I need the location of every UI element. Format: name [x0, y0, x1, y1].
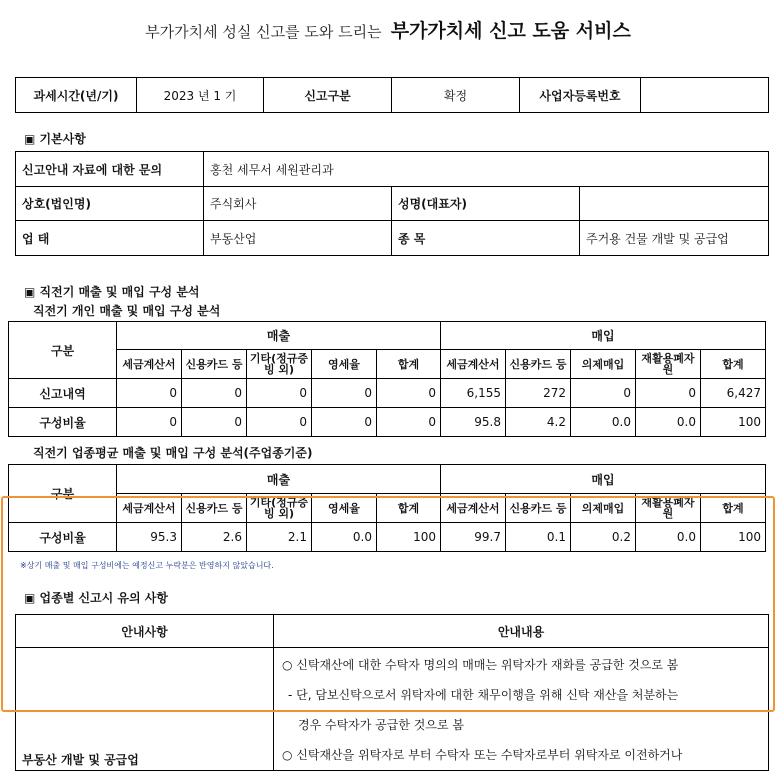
- cell-value: 0: [247, 379, 312, 408]
- purchase-col-recycled: 재활용폐자원: [636, 350, 701, 379]
- type-label: 신고구분: [264, 78, 392, 113]
- row-label: 구성비율: [9, 408, 117, 437]
- cell-value: 0.0: [636, 523, 701, 552]
- cell-value: 272: [506, 379, 571, 408]
- row-label: 구성비율: [9, 523, 117, 552]
- cell-value: 2.1: [247, 523, 312, 552]
- cell-value: 0: [117, 408, 182, 437]
- industry-analysis-table: [8, 464, 766, 552]
- summary-table: [15, 77, 769, 113]
- inquiry-value: 홍천 세무서 세원관리과: [204, 152, 769, 187]
- item-label: 종 목: [392, 221, 580, 256]
- cell-value: 0.0: [636, 408, 701, 437]
- cell-value: 0: [636, 379, 701, 408]
- group-header: 구분: [9, 465, 117, 523]
- period-value: 2023 년 1 기: [137, 78, 264, 113]
- cell-value: 0.0: [312, 523, 377, 552]
- sales-header: 매출: [117, 322, 441, 350]
- caution-heading: ▣ 업종별 신고시 유의 사항: [24, 591, 168, 605]
- rep-value: [580, 187, 769, 221]
- cell-value: 0: [571, 379, 636, 408]
- cell-value: 95.3: [117, 523, 182, 552]
- analysis-heading: ▣ 직전기 매출 및 매입 구성 분석: [24, 285, 200, 299]
- cell-value: 99.7: [441, 523, 506, 552]
- company-value: 주식회사: [204, 187, 392, 221]
- cell-value: 95.8: [441, 408, 506, 437]
- inquiry-label: 신고안내 자료에 대한 문의: [16, 152, 204, 187]
- caution-line: ○ 신탁재산에 대한 수탁자 명의의 매매는 위탁자가 재화를 공급한 것으로 봄: [282, 658, 679, 672]
- table-row: [9, 379, 766, 408]
- item-value: 주거용 건물 개발 및 공급업: [580, 221, 769, 256]
- cell-value: 0: [312, 408, 377, 437]
- personal-analysis-table: [8, 321, 766, 437]
- rep-label: 성명(대표자): [392, 187, 580, 221]
- biz-label: 업 태: [16, 221, 204, 256]
- period-label: 과세시간(년/기): [16, 78, 137, 113]
- sales-col-credit-card: 신용카드 등: [182, 350, 247, 379]
- cell-value: 100: [377, 523, 441, 552]
- sales-col-credit-card: 신용카드 등: [182, 494, 247, 523]
- sales-col-total: 합계: [377, 350, 441, 379]
- cell-value: 100: [701, 523, 766, 552]
- table-row: [9, 523, 766, 552]
- basic-heading: ▣ 기본사항: [24, 132, 86, 146]
- sales-col-other: 기타(정규증빙 외): [247, 494, 312, 523]
- sales-col-other: 기타(정규증빙 외): [247, 350, 312, 379]
- cell-value: 0: [377, 408, 441, 437]
- composition-note: ※상기 매출 및 매입 구성비에는 예정신고 누락분은 반영하지 않았습니다.: [20, 561, 274, 570]
- purchase-col-tax-invoice: 세금계산서: [441, 350, 506, 379]
- basic-info-table: [15, 151, 769, 256]
- cell-value: 6,427: [701, 379, 766, 408]
- cell-value: 0: [377, 379, 441, 408]
- biz-value: 부동산업: [204, 221, 392, 256]
- row-label: 신고내역: [9, 379, 117, 408]
- page-title: [0, 16, 776, 43]
- company-label: 상호(법인명): [16, 187, 204, 221]
- type-value: 확정: [392, 78, 520, 113]
- bizno-value: [641, 78, 769, 113]
- cell-value: 100: [701, 408, 766, 437]
- purchase-col-credit-card: 신용카드 등: [506, 494, 571, 523]
- caution-line: 경우 수탁자가 공급한 것으로 봄: [298, 718, 464, 732]
- cell-value: 0: [182, 408, 247, 437]
- personal-heading: 직전기 개인 매출 및 매입 구성 분석: [33, 304, 221, 318]
- sales-col-zero-rate: 영세율: [312, 350, 377, 379]
- cell-value: 2.6: [182, 523, 247, 552]
- industry-heading: 직전기 업종평균 매출 및 매입 구성 분석(주업종기준): [33, 446, 313, 460]
- purchase-header: 매입: [441, 465, 766, 494]
- sales-col-tax-invoice: 세금계산서: [117, 494, 182, 523]
- purchase-col-total: 합계: [701, 494, 766, 523]
- guide-header: 안내사항: [16, 615, 274, 648]
- cell-value: 0.2: [571, 523, 636, 552]
- sales-header: 매출: [117, 465, 441, 494]
- sales-col-total: 합계: [377, 494, 441, 523]
- cell-value: 0.1: [506, 523, 571, 552]
- cell-value: 0: [312, 379, 377, 408]
- purchase-col-tax-invoice: 세금계산서: [441, 494, 506, 523]
- cell-value: 0: [117, 379, 182, 408]
- purchase-col-deemed: 의제매입: [571, 494, 636, 523]
- cell-value: 0.0: [571, 408, 636, 437]
- purchase-header: 매입: [441, 322, 766, 350]
- table-row: [9, 408, 766, 437]
- cell-value: 0: [182, 379, 247, 408]
- purchase-col-recycled: 재활용폐자원: [636, 494, 701, 523]
- title-main: 부가가치세 신고 도움 서비스: [390, 20, 631, 42]
- purchase-col-credit-card: 신용카드 등: [506, 350, 571, 379]
- caution-line: - 단, 담보신탁으로서 위탁자에 대한 채무이행을 위해 신탁 재산을 처분하는: [288, 688, 679, 702]
- purchase-col-total: 합계: [701, 350, 766, 379]
- sales-col-zero-rate: 영세율: [312, 494, 377, 523]
- bizno-label: 사업자등록번호: [520, 78, 641, 113]
- sales-col-tax-invoice: 세금계산서: [117, 350, 182, 379]
- cell-value: 4.2: [506, 408, 571, 437]
- cell-value: 0: [247, 408, 312, 437]
- title-prefix: 부가가치세 성실 신고를 도와 드리는: [145, 23, 382, 41]
- purchase-col-deemed: 의제매입: [571, 350, 636, 379]
- content-header: 안내내용: [274, 615, 769, 648]
- caution-table: [15, 614, 769, 771]
- group-header: 구분: [9, 322, 117, 379]
- caution-row-label: 부동산 개발 및 공급업: [16, 648, 274, 771]
- caution-line: ○ 신탁재산을 위탁자로 부터 수탁자 또는 수탁자로부터 위탁자로 이전하거나: [282, 748, 683, 762]
- cell-value: 6,155: [441, 379, 506, 408]
